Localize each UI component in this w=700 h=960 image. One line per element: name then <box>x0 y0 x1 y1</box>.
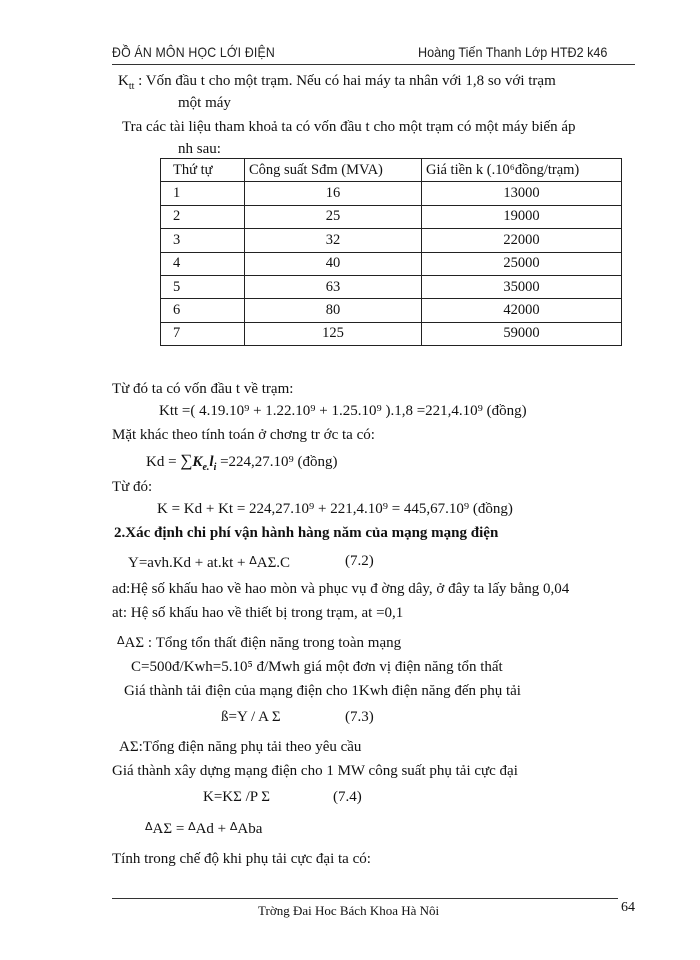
table-row <box>161 229 622 252</box>
cell-capacity: 125 <box>245 322 422 345</box>
kt-formula: Ktt =( 4.19.10⁹ + 1.22.10⁹ + 1.25.10⁹ ).1,8 =221,4.10⁹ (đồng) <box>159 403 527 419</box>
c-description: C=500đ/Kwh=5.10⁵ đ/Mwh giá một đơn vị điện năng tổn thất <box>131 659 503 675</box>
eq-7-3: (7.3) <box>345 709 374 725</box>
kt-definition-line1 <box>118 72 556 96</box>
kt-subscript: tt <box>128 81 135 92</box>
y-formula-main: Y=avh.Kd + at.kt + <box>128 555 250 571</box>
k-formula: K=KΣ /P Σ <box>203 789 271 805</box>
page-number: 64 <box>621 900 635 915</box>
cell-order: 5 <box>161 275 245 298</box>
delta-sum-a: AΣ = <box>152 821 189 837</box>
delta-sum-b: Ad + <box>195 821 230 837</box>
col-header-capacity: Công suất Sđm (MVA) <box>245 159 422 182</box>
cell-capacity: 40 <box>245 252 422 275</box>
from-label: Từ đó: <box>112 479 153 495</box>
lookup-line1: Tra các tài liệu tham khoả ta có vốn đầu t cho một trạm có một máy biến áp <box>122 119 576 135</box>
calc-other-hand: Mặt khác theo tính toán ở chơng tr ớc ta có: <box>112 427 375 443</box>
delta-description <box>117 632 401 652</box>
table-row <box>161 275 622 298</box>
beta-formula: ß=Y / A Σ <box>221 709 281 725</box>
footer-rule <box>112 898 618 899</box>
kt-definition-line2: một máy <box>178 95 231 111</box>
cell-price: 35000 <box>422 275 622 298</box>
cell-capacity: 25 <box>245 205 422 228</box>
y-formula <box>128 552 290 572</box>
eq-7-4: (7.4) <box>333 789 362 805</box>
max-mode-text: Tính trong chế độ khi phụ tải cực đại ta có: <box>112 851 371 867</box>
build-description: Giá thành xây dựng mạng điện cho 1 MW công suất phụ tải cực đại <box>112 763 518 779</box>
cell-order: 4 <box>161 252 245 275</box>
ad-description: ad:Hệ số khấu hao về hao mòn và phục vụ đ ờng dây, ở đây ta lấy bằng 0,04 <box>112 581 570 597</box>
delta-sum-c: Aba <box>237 821 263 837</box>
delta-desc-text: AΣ : Tổng tổn thất điện năng trong toàn mạng <box>124 635 402 651</box>
cell-capacity: 32 <box>245 229 422 252</box>
cell-order: 3 <box>161 229 245 252</box>
table-header-row <box>161 159 622 182</box>
y-formula-tail: AΣ.C <box>256 555 291 571</box>
delta-icon: Δ <box>229 820 238 833</box>
col-header-order: Thứ tự <box>161 159 245 182</box>
table-row <box>161 205 622 228</box>
delta-icon: Δ <box>145 820 153 833</box>
cell-capacity: 63 <box>245 275 422 298</box>
table-row <box>161 252 622 275</box>
cell-order: 7 <box>161 322 245 345</box>
kt-symbol: K <box>118 73 129 89</box>
cell-price: 19000 <box>422 205 622 228</box>
cell-price: 42000 <box>422 299 622 322</box>
cell-price: 13000 <box>422 182 622 205</box>
price-description: Giá thành tải điện của mạng điện cho 1Kwh điện năng đến phụ tải <box>124 683 521 699</box>
col-header-price: Giá tiền k (.10⁶đồng/trạm) <box>422 159 622 182</box>
kd-formula <box>146 452 338 477</box>
header-right: Hoàng Tiến Thanh Lớp HTĐ2 k46 <box>418 44 608 60</box>
header-rule <box>112 64 635 65</box>
header-left: ĐỒ ÁN MÔN HỌC LỚI ĐIỆN <box>112 44 275 60</box>
delta-sum-formula <box>145 818 262 838</box>
kt-description: : Vốn đầu t cho một trạm. Nếu có hai máy ta nhân với 1,8 so với trạm <box>134 73 556 89</box>
cell-order: 6 <box>161 299 245 322</box>
asum-description: AΣ:Tổng điện năng phụ tải theo yêu cầu <box>119 739 362 755</box>
k-total-formula: K = Kd + Kt = 224,27.10⁹ + 221,4.10⁹ = 445,67.10⁹ (đồng) <box>157 501 513 517</box>
lookup-line2: nh sau: <box>178 141 221 157</box>
cell-capacity: 16 <box>245 182 422 205</box>
section-2-title: 2.Xác định chi phí vận hành hàng năm của mạng mạng điện <box>114 525 499 541</box>
table-row <box>161 322 622 345</box>
kd-formula-right: =224,27.10⁹ (đồng) <box>216 454 338 470</box>
cell-price: 22000 <box>422 229 622 252</box>
kd-formula-left: Kd = <box>146 454 181 470</box>
cell-capacity: 80 <box>245 299 422 322</box>
sum-symbol: ∑ <box>180 451 193 470</box>
table-row <box>161 299 622 322</box>
delta-icon: Δ <box>117 634 125 647</box>
sum-term-icon: $K_{e.}l_i$ <box>192 454 217 473</box>
table-row <box>161 182 622 205</box>
cell-price: 25000 <box>422 252 622 275</box>
delta-icon: Δ <box>188 820 196 833</box>
cell-price: 59000 <box>422 322 622 345</box>
cell-order: 1 <box>161 182 245 205</box>
transformer-cost-table <box>160 158 622 346</box>
at-description: at: Hệ số khấu hao về thiết bị trong trạm, at =0,1 <box>112 605 404 621</box>
cell-order: 2 <box>161 205 245 228</box>
calc-intro: Từ đó ta có vốn đầu t về trạm: <box>112 381 294 397</box>
delta-icon: Δ <box>249 554 257 567</box>
footer-school: Trờng Đai Hoc Bách Khoa Hà Nôi <box>258 903 440 918</box>
eq-7-2: (7.2) <box>345 553 374 569</box>
